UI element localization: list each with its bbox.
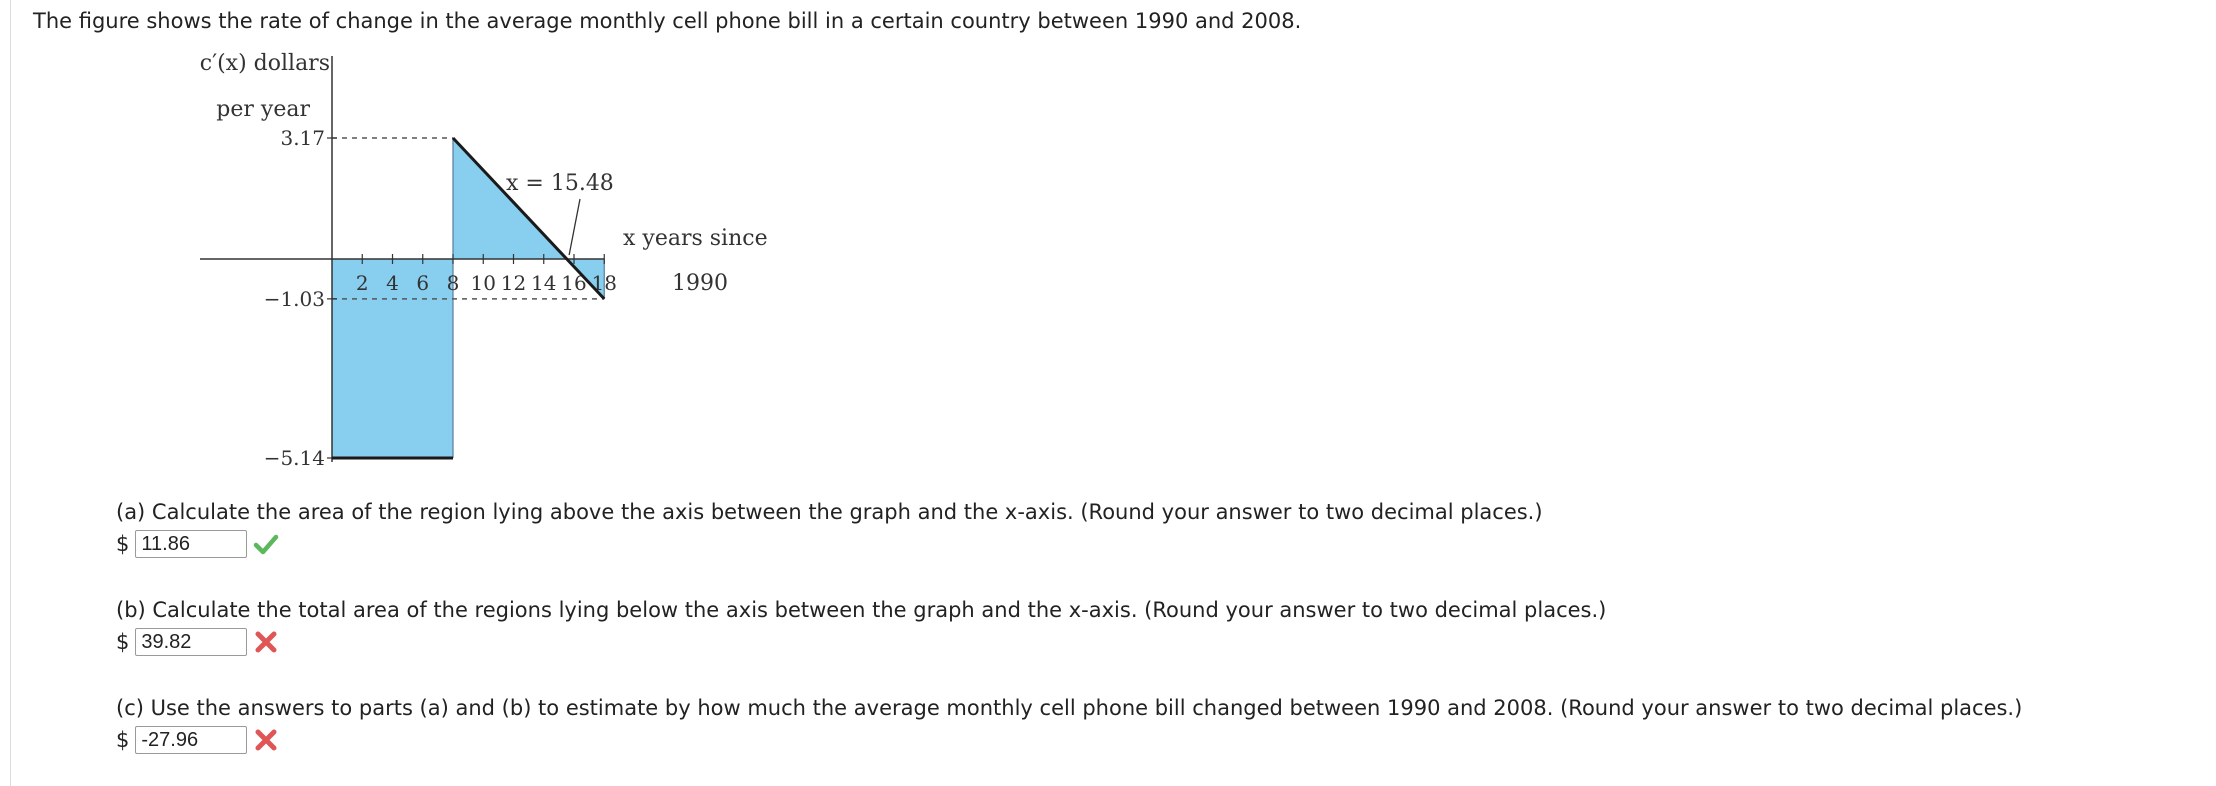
y-tick-label: −1.03 bbox=[263, 286, 325, 311]
rate-of-change-graph bbox=[0, 0, 1000, 480]
answer-row-a bbox=[116, 527, 279, 561]
y-tick-label: −5.14 bbox=[263, 446, 325, 470]
question-a: (a) Calculate the area of the region lying above the axis between the graph and the x-axis. (Round your answer to two decimal places.) bbox=[116, 500, 1543, 524]
x-tick-label: 4 bbox=[386, 271, 399, 295]
check-icon bbox=[253, 531, 279, 557]
answer-row-b bbox=[116, 625, 279, 659]
dollar-sign: $ bbox=[116, 728, 130, 752]
answer-a-input[interactable] bbox=[135, 530, 247, 558]
annotation-label: x = 15.48 bbox=[506, 171, 614, 196]
cross-icon bbox=[253, 727, 279, 753]
x-tick-label: 2 bbox=[355, 271, 369, 295]
x-tick-label: 18 bbox=[591, 271, 617, 295]
cross-icon bbox=[253, 629, 279, 655]
x-tick-label: 16 bbox=[561, 271, 587, 295]
dollar-sign: $ bbox=[116, 532, 130, 556]
answer-row-c bbox=[116, 723, 279, 757]
question-b: (b) Calculate the total area of the regions lying below the axis between the graph and the x-axis. (Round your answer to two decimal places.) bbox=[116, 598, 1607, 622]
annotation-pointer bbox=[569, 199, 580, 255]
x-tick-label: 12 bbox=[500, 271, 527, 295]
y-axis-label-line2: per year bbox=[216, 97, 310, 122]
dollar-sign: $ bbox=[116, 630, 130, 654]
x-axis-label-line1: x years since bbox=[623, 226, 768, 251]
y-axis-label-line1: c′(x) dollars bbox=[199, 51, 330, 76]
x-tick-label: 14 bbox=[531, 271, 557, 295]
problem-intro: The figure shows the rate of change in the average monthly cell phone bill in a certain country between 1990 and 2008. bbox=[33, 9, 1302, 33]
question-c: (c) Use the answers to parts (a) and (b) to estimate by how much the average monthly cell phone bill changed between 1990 and 2008. (Round your answer to two decimal places.) bbox=[116, 696, 2023, 720]
answer-c-input[interactable] bbox=[135, 726, 247, 754]
y-tick-label: 3.17 bbox=[280, 126, 325, 150]
x-tick-label: 6 bbox=[416, 271, 430, 295]
x-tick-label: 8 bbox=[446, 271, 460, 295]
x-axis-label-line2: 1990 bbox=[672, 271, 728, 296]
answer-b-input[interactable] bbox=[135, 628, 247, 656]
x-tick-label: 10 bbox=[470, 271, 496, 295]
